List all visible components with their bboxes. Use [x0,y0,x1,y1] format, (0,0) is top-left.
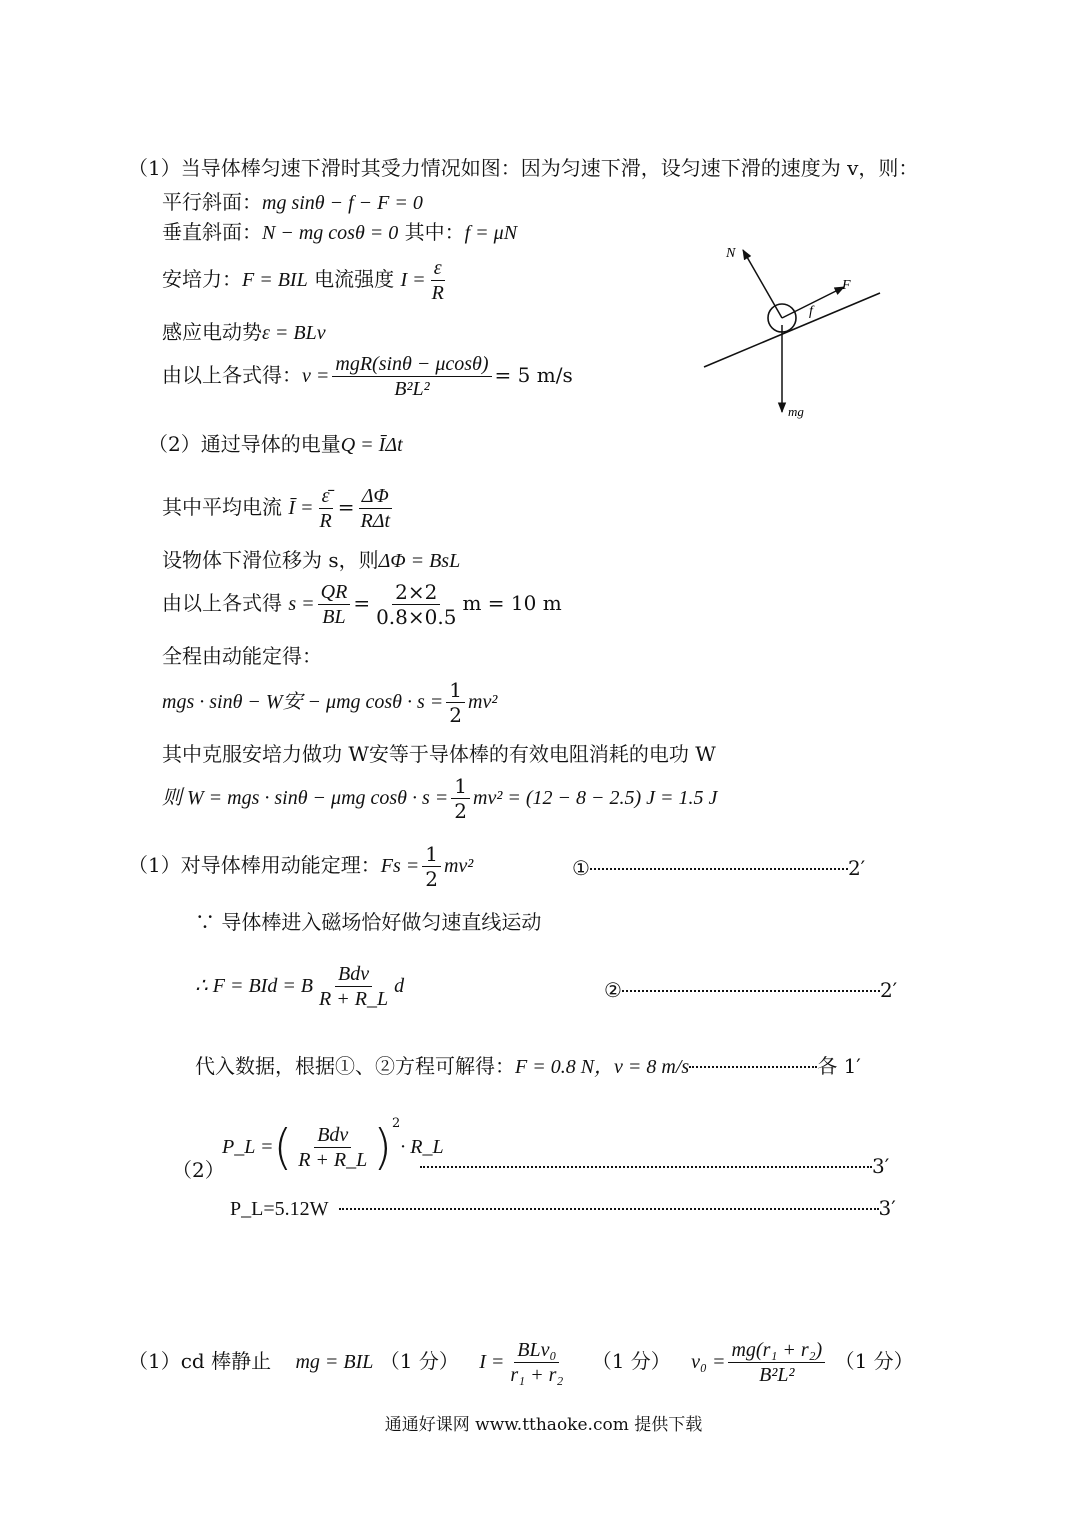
energy-half-den: 2 [449,703,463,727]
part4-pts1: （1 分） [379,1349,459,1373]
score4: 3′ [872,1154,890,1178]
s-den1: BL [322,606,346,628]
current-fraction [429,256,447,305]
energy-lhs: mgs · sinθ − W安 − μmg cosθ · s = [162,691,444,713]
work-text: 其中克服安培力做功 W安等于导体棒的有效电阻消耗的电功 W [162,742,716,766]
s-label: 由以上各式得 [162,591,289,615]
part3-eq2-line [195,962,404,1011]
part3-eq1-line [128,842,473,891]
disp-text: 设物体下滑位移为 s，则 [162,548,379,572]
perp-line [162,218,517,247]
avg-lhs: Ī = [288,497,314,519]
s-frac1 [318,580,351,629]
s-lhs: s = [288,593,315,615]
solve-eq: F = 0.8 N，v = 8 m/s [515,1056,690,1078]
friction-eq: f = μN [464,222,518,244]
part4-pts3: （1 分） [834,1349,914,1373]
score1: 2′ [847,856,866,880]
part4-v-lhs: v₀ = [691,1351,726,1373]
dot-leader-5 [339,1208,879,1210]
ampere-label: 安培力： [162,267,242,291]
pl-num: Bdv [314,1123,351,1148]
part4-v-num: mg(r₁ + r₂) [728,1338,825,1363]
work-half [451,774,470,823]
result-num: mgR(sinθ − μcosθ) [332,352,491,377]
pl-den: R + R_L [298,1149,368,1171]
part4-eq1: mg = BIL [295,1351,374,1373]
solve-line [195,1052,861,1081]
ampere-force-arrow [782,287,844,318]
part3-eq2-den: R + R_L [319,988,389,1010]
avg-num1: ε̄ [319,484,333,509]
s-rhs: m = 10 m [462,591,562,615]
dot-leader-4 [420,1166,872,1168]
current-lhs: I = [400,269,426,291]
current-den: R [431,282,444,304]
emf-line [162,318,326,347]
part2-intro: （2）通过导体的电量 [148,432,341,456]
score5: 3′ [878,1196,896,1220]
part3-eq2-frac [316,962,391,1011]
among-label: 其中： [398,220,465,244]
part4-v-den: B²L² [759,1364,795,1386]
part3-half [422,842,441,891]
part4-i-frac [507,1338,566,1387]
dot-leader-3 [689,1066,817,1068]
pl-square: 2 [392,1116,401,1131]
avg-den2: RΔt [360,510,391,532]
ampere-line [162,256,450,305]
parallel-eq: mg sinθ − f − F = 0 [262,192,423,214]
label-F: F [842,278,851,293]
charge-eq: Q = ĪΔt [340,434,403,456]
label-N: N [726,246,736,261]
page-footer: 通通好课网 www.tthaoke.com 提供下载 [384,1415,703,1435]
force-diagram [690,225,900,430]
parallel-line [162,188,423,217]
part4-i-lhs: I = [479,1351,505,1373]
part1-intro: （1）当导体棒匀速下滑时其受力情况如图：因为匀速下滑，设匀速下滑的速度为 v，则： [128,156,919,180]
pl-value-line [230,1194,896,1223]
displacement-line [162,546,460,575]
score-line-2 [604,976,897,1004]
perp-eq: N − mg cosθ = 0 [262,222,399,244]
energy-rhs: mv² [468,691,498,713]
part4-intro: （1）cd 棒静止 [128,1349,272,1373]
current-num: ε [431,256,445,281]
incline-line [704,293,880,367]
result-den: B²L² [394,378,430,400]
part3-eq2-rhs: d [394,975,405,997]
part4-pts2: （1 分） [591,1349,671,1373]
part4-i-den: r₁ + r₂ [510,1364,564,1386]
energy-eq-line [162,678,497,727]
avg-current-line [162,484,396,533]
s-eqsign: = [353,591,371,615]
result-rhs: = 5 m/s [494,363,573,387]
current-label: 电流强度 [307,267,401,291]
work-eq-line [162,774,717,823]
velocity-result-line [162,352,573,401]
q2-label: （2） [172,1158,225,1182]
part3-half-num: 1 [422,842,441,867]
dot-leader-1 [590,868,848,870]
energy-half-num: 1 [446,678,465,703]
part3-intro: （1）对导体棒用动能定理： [128,853,381,877]
score-line-1 [572,854,865,882]
energy-label: 全程由动能定得： [162,644,322,668]
because-text: ∵ 导体棒进入磁场恰好做匀速直线运动 [195,910,542,934]
emf-eq: ε = BLv [262,322,326,344]
avg-den1: R [319,510,332,532]
avg-num2: ΔΦ [359,484,392,509]
avg-frac2 [358,484,394,533]
dot-leader-2 [622,990,880,992]
pl-eq-line [222,1110,444,1176]
s-num2: 2×2 [392,580,440,605]
parallel-label: 平行斜面： [162,190,262,214]
part4-v-frac [728,1338,825,1387]
part2-intro-line [148,430,403,459]
s-num1: QR [318,580,351,605]
s-result-line [162,580,562,629]
s-frac2 [373,580,459,629]
result-label: 由以上各式得： [162,363,302,387]
emf-label: 感应电动势 [162,320,262,344]
pl-value: P_L=5.12W [230,1198,329,1220]
result-fraction [332,352,491,401]
pl-lhs: P_L = [222,1136,274,1158]
mark1: ① [572,856,590,880]
part4-i-num: BLv₀ [514,1338,559,1363]
avg-frac1 [317,484,335,533]
part3-eq2-lhs: ∴ F = BId = B [195,975,314,997]
mark2: ② [604,978,622,1002]
perp-label: 垂直斜面： [162,220,262,244]
work-half-num: 1 [451,774,470,799]
result-lhs: v = [302,365,330,387]
solve-text: 代入数据，根据①、②方程可解得： [195,1054,515,1078]
left-paren: ( [273,1119,293,1176]
normal-force-arrow [743,250,782,318]
ampere-eq: F = BIL [242,269,308,291]
disp-eq: ΔΦ = BsL [378,550,461,572]
score-line-4 [420,1152,889,1180]
score3: 各 1′ [817,1054,861,1078]
part3-eq1-lhs: Fs = [380,855,420,877]
part3-eq2-num: Bdv [335,962,372,987]
energy-half [446,678,465,727]
s-den2: 0.8×0.5 [376,605,457,629]
part4-line [128,1338,914,1387]
label-mg: mg [788,404,804,419]
work-lhs: 则 W = mgs · sinθ − μmg cosθ · s = [162,787,449,809]
label-f: f [809,304,813,319]
score2: 2′ [879,978,898,1002]
pl-frac [295,1123,370,1172]
avg-label: 其中平均电流 [162,495,289,519]
part3-half-den: 2 [425,867,438,891]
right-paren: ) [373,1119,393,1176]
work-rhs: mv² = (12 − 8 − 2.5) J = 1.5 J [473,787,718,809]
work-half-den: 2 [454,799,468,823]
part3-eq1-rhs: mv² [443,855,474,877]
avg-eqsign: = [337,495,355,519]
pl-rhs: · R_L [400,1136,444,1158]
